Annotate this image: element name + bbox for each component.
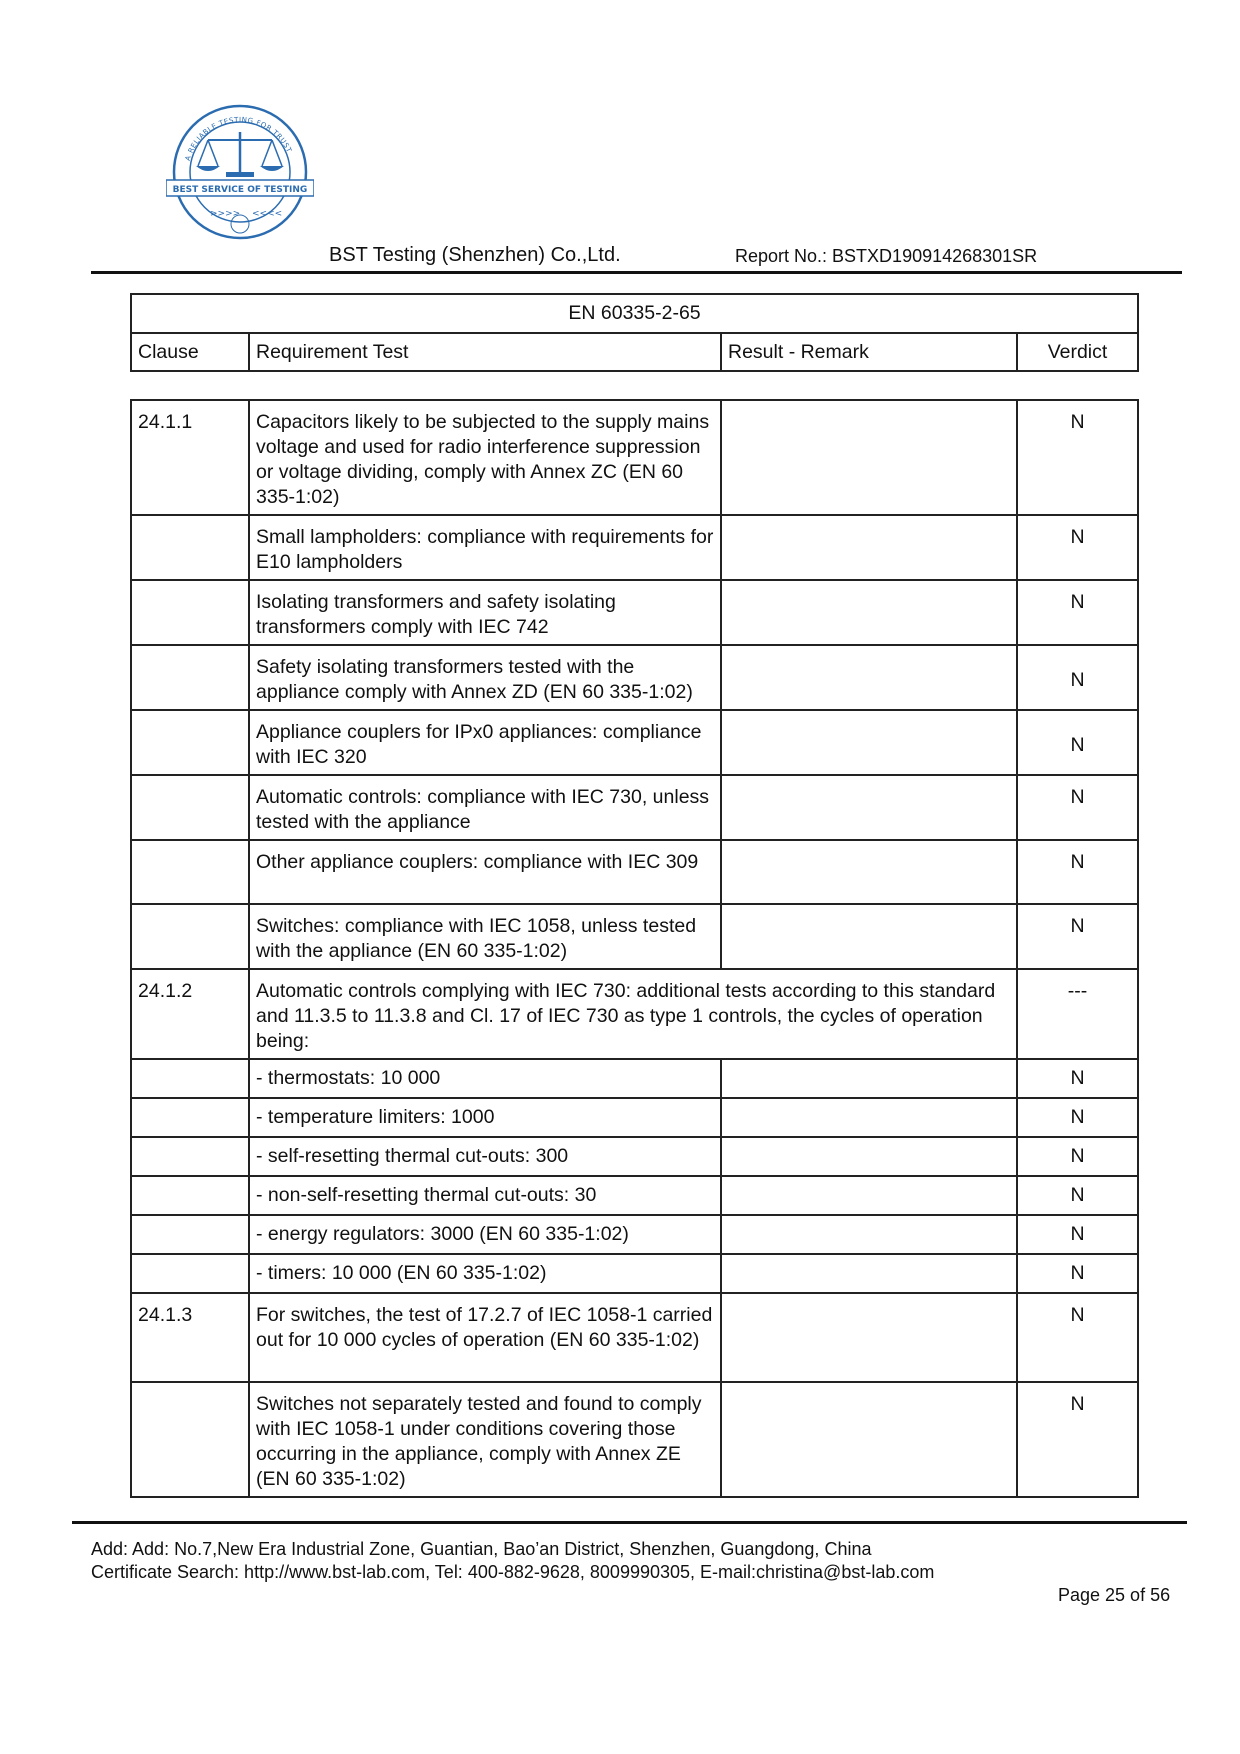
requirement-cell: Switches: compliance with IEC 1058, unless tested with the appliance (EN 60 335-1:02) [249, 904, 721, 969]
requirement-cell: Safety isolating transformers tested with the appliance comply with Annex ZD (EN 60 335-1:02) [249, 645, 721, 710]
verdict-cell: N [1017, 1382, 1138, 1497]
clause-cell [131, 1137, 249, 1176]
result-cell [721, 400, 1017, 515]
result-cell [721, 1215, 1017, 1254]
clause-cell [131, 840, 249, 904]
table-row [131, 1382, 1138, 1497]
requirement-cell: Small lampholders: compliance with requirements for E10 lampholders [249, 515, 721, 580]
result-cell [721, 1137, 1017, 1176]
page-number: Page 25 of 56 [1058, 1585, 1171, 1605]
clause-cell: 24.1.3 [131, 1293, 249, 1382]
report-number: Report No.: BSTXD190914268301SR [735, 246, 1038, 266]
table-row [131, 400, 1138, 515]
table-row [131, 840, 1138, 904]
verdict-cell: --- [1017, 969, 1138, 1059]
result-cell [721, 515, 1017, 580]
clause-cell [131, 904, 249, 969]
clause-cell: 24.1.2 [131, 969, 249, 1059]
requirement-cell: - timers: 10 000 (EN 60 335-1:02) [249, 1254, 721, 1293]
clause-cell [131, 775, 249, 840]
table-row [131, 1176, 1138, 1215]
verdict-cell: N [1017, 710, 1138, 775]
verdict-cell: N [1017, 515, 1138, 580]
requirement-cell: Capacitors likely to be subjected to the supply mains voltage and used for radio interference suppression or voltage dividing, comply with Annex ZC (EN 60 335-1:02) [249, 400, 721, 515]
verdict-cell: N [1017, 1254, 1138, 1293]
result-cell [721, 1176, 1017, 1215]
requirement-cell: - non-self-resetting thermal cut-outs: 30 [249, 1176, 721, 1215]
verdict-cell: N [1017, 840, 1138, 904]
table-row [131, 515, 1138, 580]
table-row [131, 969, 1138, 1059]
result-cell [721, 775, 1017, 840]
verdict-cell: N [1017, 645, 1138, 710]
svg-text:A RELIABLE TESTING FOR TRUST [184, 116, 293, 162]
svg-text:>>>>: >>>> [210, 209, 241, 219]
verdict-cell: N [1017, 1293, 1138, 1382]
requirement-cell: Appliance couplers for IPx0 appliances: compliance with IEC 320 [249, 710, 721, 775]
verdict-cell: N [1017, 400, 1138, 515]
clause-cell [131, 580, 249, 645]
result-cell [721, 1059, 1017, 1098]
column-header-verdict: Verdict [1017, 333, 1138, 371]
verdict-cell: N [1017, 1215, 1138, 1254]
bst-testing-seal-logo [166, 104, 314, 258]
result-cell [721, 1293, 1017, 1382]
requirement-cell: Automatic controls: compliance with IEC 730, unless tested with the appliance [249, 775, 721, 840]
table-row [131, 1215, 1138, 1254]
requirement-cell: For switches, the test of 17.2.7 of IEC 1058-1 carried out for 10 000 cycles of operation (EN 60 335-1:02) [249, 1293, 721, 1382]
verdict-cell: N [1017, 775, 1138, 840]
requirement-cell: - self-resetting thermal cut-outs: 300 [249, 1137, 721, 1176]
verdict-cell: N [1017, 1176, 1138, 1215]
table-row [131, 1137, 1138, 1176]
company-name: BST Testing (Shenzhen) Co.,Ltd. [329, 244, 621, 266]
table-row [131, 580, 1138, 645]
column-header-clause: Clause [131, 333, 249, 371]
requirements-table [130, 399, 1139, 1498]
result-cell [721, 1382, 1017, 1497]
clause-cell [131, 1098, 249, 1137]
table-row [131, 645, 1138, 710]
footer-certificate-search: Certificate Search: http://www.bst-lab.com, Tel: 400-882-9628, 8009990305, E-mail:christina@bst-lab.com [91, 1562, 935, 1582]
requirement-cell: Other appliance couplers: compliance with IEC 309 [249, 840, 721, 904]
verdict-cell: N [1017, 1098, 1138, 1137]
clause-cell [131, 710, 249, 775]
footer-divider [72, 1521, 1187, 1524]
footer-address: Add: Add: No.7,New Era Industrial Zone, Guantian, Bao’an District, Shenzhen, Guangdong, China [91, 1539, 872, 1559]
verdict-cell: N [1017, 580, 1138, 645]
seal-ring-text: A RELIABLE TESTING FOR TRUST [183, 115, 294, 162]
seal-band-text: BEST SERVICE OF TESTING [172, 185, 308, 195]
clause-cell [131, 1215, 249, 1254]
requirement-cell: Isolating transformers and safety isolating transformers comply with IEC 742 [249, 580, 721, 645]
requirement-cell: Automatic controls complying with IEC 730: additional tests according to this standard and 11.3.5 to 11.3.8 and Cl. 17 of IEC 730 as type 1 controls, the cycles of operation being: [249, 969, 1017, 1059]
result-cell [721, 645, 1017, 710]
table-row [131, 1293, 1138, 1382]
table-row [131, 904, 1138, 969]
result-cell [721, 840, 1017, 904]
table-row [131, 775, 1138, 840]
column-header-requirement: Requirement Test [249, 333, 721, 371]
table-row [131, 1059, 1138, 1098]
clause-cell [131, 1382, 249, 1497]
clause-cell [131, 1254, 249, 1293]
result-cell [721, 1254, 1017, 1293]
clause-cell [131, 1176, 249, 1215]
result-cell [721, 904, 1017, 969]
requirement-cell: - energy regulators: 3000 (EN 60 335-1:02) [249, 1215, 721, 1254]
result-cell [721, 1098, 1017, 1137]
standard-title: EN 60335-2-65 [131, 294, 1138, 333]
table-row [131, 1254, 1138, 1293]
clause-cell [131, 645, 249, 710]
verdict-cell: N [1017, 1137, 1138, 1176]
clause-cell: 24.1.1 [131, 400, 249, 515]
column-header-result: Result - Remark [721, 333, 1017, 371]
result-cell [721, 580, 1017, 645]
svg-text:<<<<: <<<< [252, 209, 283, 219]
table-row [131, 1098, 1138, 1137]
verdict-cell: N [1017, 904, 1138, 969]
header-divider [91, 271, 1182, 274]
requirement-cell: - thermostats: 10 000 [249, 1059, 721, 1098]
table-row [131, 710, 1138, 775]
clause-cell [131, 515, 249, 580]
verdict-cell: N [1017, 1059, 1138, 1098]
table-header [130, 293, 1139, 372]
requirement-cell: Switches not separately tested and found to comply with IEC 1058-1 under conditions covering those occurring in the appliance, comply with Annex ZE (EN 60 335-1:02) [249, 1382, 721, 1497]
result-cell [721, 710, 1017, 775]
requirement-cell: - temperature limiters: 1000 [249, 1098, 721, 1137]
clause-cell [131, 1059, 249, 1098]
